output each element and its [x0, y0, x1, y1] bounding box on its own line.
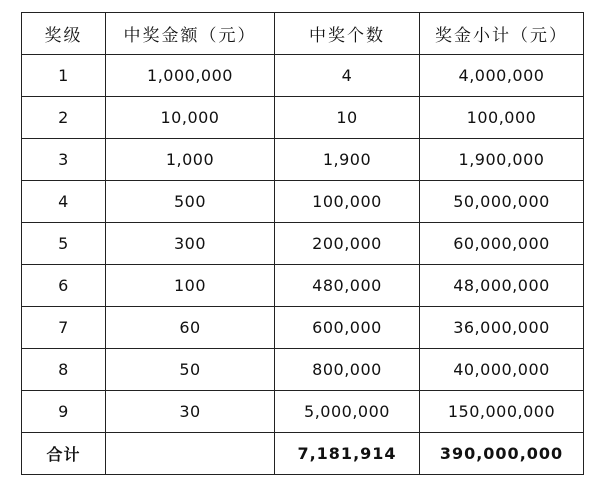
cell-amount: 30	[106, 391, 275, 433]
cell-level: 6	[22, 265, 106, 307]
cell-amount: 10,000	[106, 97, 275, 139]
cell-subtotal: 48,000,000	[420, 265, 584, 307]
cell-level: 3	[22, 139, 106, 181]
cell-level: 7	[22, 307, 106, 349]
cell-amount: 300	[106, 223, 275, 265]
total-subtotal: 390,000,000	[420, 433, 584, 475]
cell-count: 480,000	[275, 265, 420, 307]
cell-count: 5,000,000	[275, 391, 420, 433]
cell-count: 200,000	[275, 223, 420, 265]
cell-count: 4	[275, 55, 420, 97]
cell-count: 100,000	[275, 181, 420, 223]
cell-amount: 500	[106, 181, 275, 223]
table-row	[22, 349, 584, 391]
cell-amount: 100	[106, 265, 275, 307]
header-winner-count: 中奖个数	[275, 13, 420, 55]
cell-level: 1	[22, 55, 106, 97]
cell-level: 9	[22, 391, 106, 433]
header-prize-amount: 中奖金额（元）	[106, 13, 275, 55]
cell-level: 5	[22, 223, 106, 265]
cell-subtotal: 150,000,000	[420, 391, 584, 433]
cell-level: 4	[22, 181, 106, 223]
table-row	[22, 265, 584, 307]
cell-count: 10	[275, 97, 420, 139]
cell-amount: 60	[106, 307, 275, 349]
cell-amount: 1,000,000	[106, 55, 275, 97]
table-row	[22, 55, 584, 97]
cell-subtotal: 40,000,000	[420, 349, 584, 391]
cell-amount: 1,000	[106, 139, 275, 181]
prize-table	[21, 12, 584, 475]
total-label: 合计	[22, 433, 106, 475]
cell-subtotal: 60,000,000	[420, 223, 584, 265]
cell-subtotal: 100,000	[420, 97, 584, 139]
total-row	[22, 433, 584, 475]
table-row	[22, 181, 584, 223]
header-prize-level: 奖级	[22, 13, 106, 55]
table-row	[22, 223, 584, 265]
total-amount-empty	[106, 433, 275, 475]
cell-level: 2	[22, 97, 106, 139]
prize-table-container	[21, 12, 584, 475]
cell-count: 1,900	[275, 139, 420, 181]
cell-subtotal: 50,000,000	[420, 181, 584, 223]
total-count: 7,181,914	[275, 433, 420, 475]
cell-level: 8	[22, 349, 106, 391]
table-row	[22, 97, 584, 139]
cell-count: 600,000	[275, 307, 420, 349]
table-row	[22, 307, 584, 349]
cell-subtotal: 1,900,000	[420, 139, 584, 181]
cell-subtotal: 36,000,000	[420, 307, 584, 349]
header-prize-subtotal: 奖金小计（元）	[420, 13, 584, 55]
cell-amount: 50	[106, 349, 275, 391]
table-row	[22, 139, 584, 181]
cell-count: 800,000	[275, 349, 420, 391]
table-header-row	[22, 13, 584, 55]
table-row	[22, 391, 584, 433]
cell-subtotal: 4,000,000	[420, 55, 584, 97]
